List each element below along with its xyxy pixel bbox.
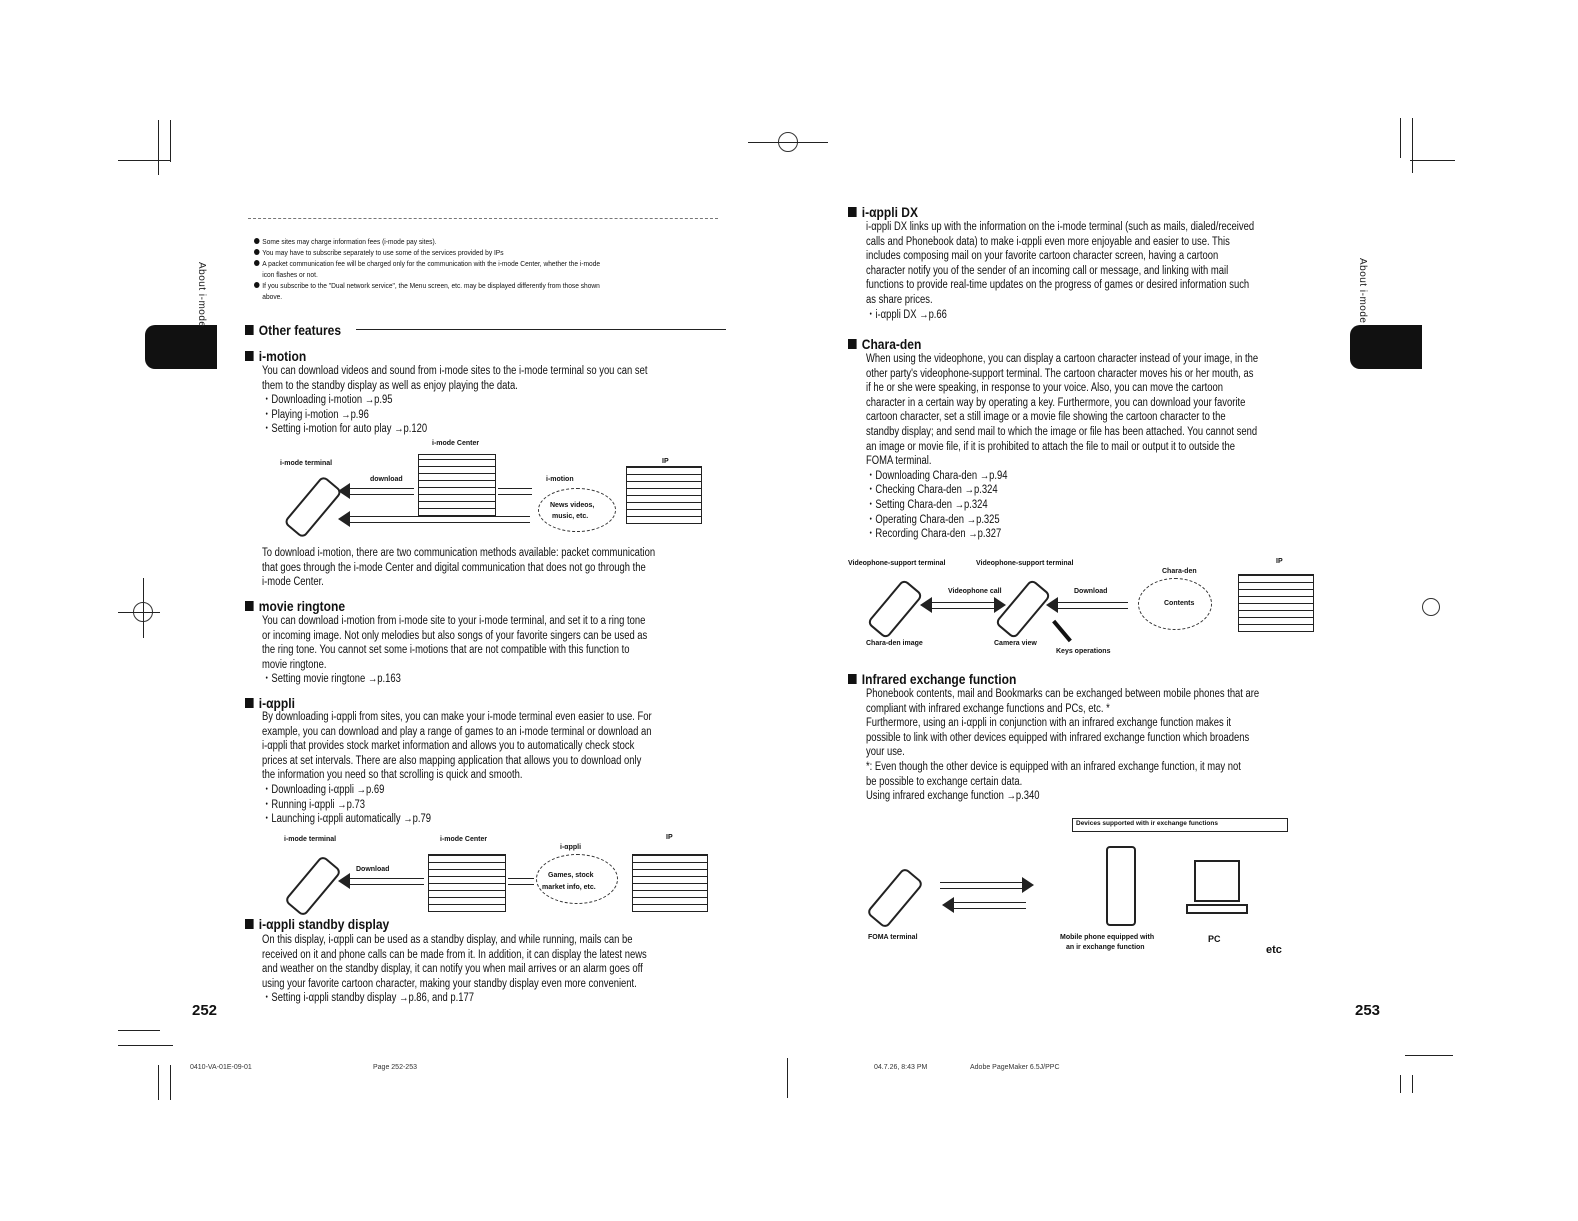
- note: Some sites may charge information fees (i-mode pay sites).: [262, 237, 437, 246]
- text-line: functions to provide real-time updates on the progress of games or desired information such: [866, 279, 1250, 292]
- iappli-text: [262, 710, 652, 827]
- heading-text: Chara-den: [861, 336, 922, 352]
- text-line: cartoon character, set a still image or a movie file showing the cartoon character to the: [866, 411, 1226, 424]
- speech-bubble: [536, 854, 618, 904]
- text-line: as share prices.: [866, 293, 933, 306]
- diagram-label: an ir exchange function: [1066, 944, 1145, 951]
- imotion-text: [262, 364, 647, 437]
- text-line: calls and Phonebook data) to make i-αppli even more enjoyable and easier to use. This: [866, 235, 1230, 248]
- infrared-diagram: [860, 818, 1300, 958]
- crop-mark: [1400, 1075, 1401, 1093]
- square-bullet-icon: [245, 919, 254, 929]
- reference-link[interactable]: ・Checking Chara-den →p.324: [866, 484, 998, 497]
- reference-link[interactable]: ・Playing i-motion →p.96: [262, 408, 369, 421]
- text-line: You can download i-motion from i-mode site to your i-mode terminal, and set it to a ring tone: [262, 615, 646, 627]
- footer-code: 0410-VA-01E-09-01: [190, 1064, 252, 1071]
- footnote: *: Even though the other device is equipped with an infrared exchange function, it may not: [866, 760, 1241, 773]
- page-number: 252: [192, 1002, 218, 1019]
- side-label: About i-mode: [1357, 258, 1368, 324]
- movie-ringtone-heading: [245, 598, 345, 614]
- section-heading: [245, 322, 341, 338]
- phone-icon: [284, 855, 342, 918]
- crop-mark: [170, 120, 171, 162]
- note: You may have to subscribe separately to use some of the services provided by IPs: [262, 248, 504, 257]
- diagram-label: Contents: [1164, 600, 1195, 607]
- connector: [498, 488, 532, 495]
- mobile-phone-icon: [1106, 846, 1136, 926]
- crop-mark: [118, 1030, 160, 1031]
- heading-text: i-αppli standby display: [258, 916, 390, 932]
- reference-link[interactable]: ・Running i-αppli →p.73: [262, 798, 365, 811]
- imotion-diagram: [270, 440, 730, 540]
- text-line: When using the videophone, you can display a cartoon character instead of your image, in the: [866, 353, 1259, 365]
- diagram-label: Camera view: [994, 640, 1037, 647]
- side-label: About i-mode: [196, 262, 207, 328]
- diagram-label: IP: [662, 458, 669, 465]
- diagram-label: PC: [1208, 934, 1221, 944]
- faded-rule: [248, 218, 718, 219]
- iappli-heading: [245, 695, 295, 711]
- reference-link[interactable]: ・Setting i-αppli standby display →p.86, and p.177: [262, 992, 474, 1005]
- charaden-diagram: [848, 556, 1318, 656]
- standby-heading: [245, 916, 389, 932]
- section-tab: [145, 325, 217, 369]
- reference-link[interactable]: ・Downloading i-αppli →p.69: [262, 783, 385, 796]
- arrow-icon: [350, 488, 414, 495]
- charaden-heading: [848, 336, 921, 352]
- section-rule: [356, 329, 726, 330]
- footnote: be possible to exchange certain data.: [866, 775, 1023, 788]
- square-bullet-icon: [245, 601, 254, 611]
- text-line: To download i-motion, there are two communication methods available: packet communication: [262, 547, 656, 559]
- bullet-icon: [254, 249, 260, 255]
- diagram-label: i-mode terminal: [280, 460, 333, 467]
- text-line: On this display, i-αppli can be used as a standby display, and while running, mails can be: [262, 934, 633, 946]
- pc-monitor-icon: [1194, 860, 1240, 902]
- section-tab: [1350, 325, 1422, 369]
- heading-text: i-motion: [258, 348, 307, 364]
- crop-mark: [1410, 160, 1455, 161]
- registration-mark: [118, 612, 160, 613]
- diagram-label: Chara-den image: [866, 640, 923, 647]
- diagram-label: market info, etc.: [542, 884, 596, 891]
- text-line: and weather on the standby display, it can notify you when mail arrives or an alarm goes off: [262, 963, 643, 976]
- diagram-label: Videophone-support terminal: [848, 560, 946, 567]
- crop-mark: [1400, 118, 1401, 158]
- square-bullet-icon: [245, 351, 254, 361]
- text-line: Furthermore, using an i-αppli in conjunction with an infrared exchange function makes it: [866, 717, 1232, 730]
- diagram-label: i-mode terminal: [284, 836, 337, 843]
- arrow-icon: [350, 516, 530, 523]
- diagram-label: Devices supported with ir exchange functions: [1076, 820, 1218, 827]
- phone-icon: [866, 578, 923, 639]
- registration-mark: [1422, 598, 1440, 616]
- speech-bubble: [538, 488, 616, 532]
- diagram-label: i-motion: [546, 476, 574, 483]
- charaden-text: [866, 352, 1258, 542]
- diagram-label: i-αppli: [560, 844, 582, 851]
- crop-mark: [1405, 1055, 1453, 1056]
- diagram-label: music, etc.: [552, 513, 589, 520]
- imotion-after-text: [262, 546, 655, 590]
- square-bullet-icon: [848, 674, 857, 684]
- text-line: movie ringtone.: [262, 658, 327, 671]
- phone-icon: [866, 867, 924, 930]
- diagram-label: Mobile phone equipped with: [1060, 934, 1155, 941]
- registration-mark: [787, 1058, 788, 1098]
- arrow-icon: [954, 902, 1026, 909]
- infrared-text: [866, 687, 1259, 804]
- reference-link[interactable]: ・Setting i-motion for auto play →p.120: [262, 423, 428, 436]
- registration-mark: [748, 142, 828, 143]
- crop-mark: [118, 1045, 173, 1046]
- diagram-label: Keys operations: [1056, 648, 1111, 655]
- movie-ringtone-text: [262, 614, 647, 687]
- text-line: the ring tone. You cannot set some i-motions that are not compatible with this function to: [262, 644, 630, 657]
- square-bullet-icon: [848, 207, 857, 217]
- iapplidx-heading: [848, 204, 918, 220]
- connector: [508, 878, 534, 885]
- footer-page: Page 252-253: [373, 1064, 417, 1071]
- text-line: if he or she were speaking, in response to your voice. Also, you can move the cartoon: [866, 382, 1223, 395]
- text-line: that goes through the i-mode Center and digital communication that does not go through the: [262, 561, 646, 574]
- section-heading-text: Other features: [258, 322, 342, 338]
- text-line: includes composing mail on your favorite cartoon character screen, having a cartoon: [866, 250, 1219, 263]
- diagram-label: FOMA terminal: [868, 934, 918, 941]
- infrared-heading: [848, 671, 1016, 687]
- bullet-icon: [254, 282, 260, 288]
- note: icon flashes or not.: [262, 270, 318, 279]
- text-line: character notify you of the sender of an incoming call or message, and linking with mail: [866, 264, 1229, 277]
- bullet-icon: [254, 238, 260, 244]
- pointer-arrow-icon: [1052, 620, 1072, 642]
- diagram-label: News videos,: [550, 502, 595, 509]
- arrow-icon: [350, 878, 424, 885]
- building-icon: [418, 454, 496, 516]
- arrow-icon: [940, 882, 1022, 889]
- iapplidx-text: [866, 220, 1254, 322]
- diagram-label: Videophone-support terminal: [976, 560, 1074, 567]
- diagram-label: Videophone call: [948, 588, 1002, 595]
- heading-text: movie ringtone: [258, 598, 346, 614]
- note: If you subscribe to the "Dual network service", the Menu screen, etc. may be displayed differently from those shown: [262, 281, 600, 290]
- heading-text: Infrared exchange function: [861, 671, 1017, 687]
- arrow-icon: [1058, 602, 1128, 609]
- text-line: your use.: [866, 746, 905, 759]
- heading-text: i-αppli DX: [861, 204, 918, 220]
- iappli-diagram: [270, 832, 730, 916]
- reference-link[interactable]: ・Downloading Chara-den →p.94: [866, 469, 1008, 482]
- text-line: You can download videos and sound from i-mode sites to the i-mode terminal so you can set: [262, 365, 648, 377]
- diagram-label: Download: [356, 866, 390, 873]
- text-line: compliant with infrared exchange functions and PCs, etc. *: [866, 702, 1110, 715]
- diagram-label: i-mode Center: [432, 440, 480, 447]
- text-line: character in a certain way by operating a key. Furthermore, you can download your favorite: [866, 396, 1246, 409]
- text-line: other party's videophone-support terminal. The cartoon character moves his or her mouth, as: [866, 367, 1254, 380]
- diagram-label: Chara-den: [1162, 568, 1197, 575]
- pc-keyboard-icon: [1186, 904, 1248, 914]
- text-line: FOMA terminal.: [866, 455, 932, 468]
- square-bullet-icon: [245, 325, 254, 335]
- note: A packet communication fee will be charged only for the communication with the i-mode Center, whether the i-mode: [262, 259, 601, 268]
- footer-date: 04.7.26, 8:43 PM: [874, 1064, 928, 1071]
- diagram-label: IP: [666, 834, 673, 841]
- building-icon: [428, 854, 506, 912]
- registration-mark: [143, 578, 144, 638]
- heading-text: i-αppli: [258, 695, 295, 711]
- building-icon: [626, 466, 702, 524]
- reference-link[interactable]: ・Setting Chara-den →p.324: [866, 498, 988, 511]
- text-line: prices at set intervals. There are also mapping application that allows you to download only: [262, 754, 642, 767]
- reference-link[interactable]: ・Recording Chara-den →p.327: [866, 528, 1002, 541]
- text-line: i-αppli DX links up with the information on the i-mode terminal (such as mails, dialed/received: [866, 221, 1255, 233]
- footer-app: Adobe PageMaker 6.5J/PPC: [970, 1064, 1060, 1071]
- note: above.: [262, 292, 283, 301]
- text-line: standby display; and send mail to which the image or file has been attached. You cannot send: [866, 425, 1258, 438]
- crop-mark: [1412, 1075, 1413, 1093]
- crop-mark: [170, 1065, 171, 1100]
- phone-icon: [283, 475, 343, 539]
- text-line: example, you can download and play a range of games to an i-mode terminal or download an: [262, 725, 652, 738]
- reference-link[interactable]: Using infrared exchange function →p.340: [866, 790, 1040, 803]
- page-number: 253: [1355, 1002, 1381, 1019]
- square-bullet-icon: [245, 698, 254, 708]
- diagram-label: download: [370, 476, 403, 483]
- text-line: an image or movie file, if it is prohibited to attach the file to mail or output it to outside the: [866, 440, 1236, 453]
- text-line: possible to link with other devices equipped with infrared exchange function which broadens: [866, 731, 1250, 744]
- text-line: Phonebook contents, mail and Bookmarks can be exchanged between mobile phones that are: [866, 688, 1260, 700]
- imotion-heading: [245, 348, 306, 364]
- bullet-icon: [254, 260, 260, 266]
- reference-link[interactable]: ・Operating Chara-den →p.325: [866, 513, 1000, 526]
- standby-text: [262, 933, 647, 1006]
- diagram-label: etc: [1266, 944, 1282, 956]
- reference-link[interactable]: ・Setting movie ringtone →p.163: [262, 673, 401, 686]
- building-icon: [632, 854, 708, 912]
- text-line: i-αppli that provides stock market information and allows you to automatically check stock: [262, 740, 635, 753]
- diagram-label: Games, stock: [548, 872, 594, 879]
- crop-mark: [158, 1065, 159, 1100]
- reference-link[interactable]: ・i-αppli DX →p.66: [866, 308, 947, 321]
- reference-link[interactable]: ・Downloading i-motion →p.95: [262, 394, 393, 407]
- square-bullet-icon: [848, 339, 857, 349]
- diagram-label: i-mode Center: [440, 836, 488, 843]
- crop-mark: [158, 120, 159, 175]
- text-line: i-mode Center.: [262, 576, 324, 589]
- diagram-label: IP: [1276, 558, 1283, 565]
- text-line: the information you need so that scrolling is quick and smooth.: [262, 769, 523, 782]
- top-notes: [254, 236, 600, 302]
- text-line: received on it and phone calls can be made from it. In addition, it can display the latest news: [262, 948, 647, 961]
- crop-mark: [1412, 118, 1413, 173]
- text-line: them to the standby display as well as enjoy playing the data.: [262, 379, 518, 392]
- reference-link[interactable]: ・Launching i-αppli automatically →p.79: [262, 813, 431, 826]
- arrow-icon: [932, 602, 994, 609]
- text-line: or incoming image. Not only melodies but also songs of your favorite singers can be used as: [262, 629, 648, 642]
- text-line: using your favorite cartoon character, making your standby display even more convenient.: [262, 977, 637, 990]
- crop-mark: [118, 160, 170, 161]
- building-icon: [1238, 574, 1314, 632]
- text-line: By downloading i-αppli from sites, you can make your i-mode terminal even easier to use. For: [262, 711, 652, 723]
- diagram-label: Download: [1074, 588, 1108, 595]
